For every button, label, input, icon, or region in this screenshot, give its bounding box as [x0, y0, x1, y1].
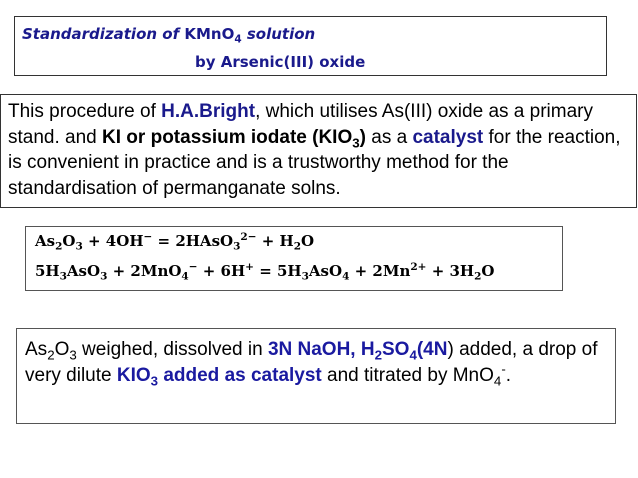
- reagent-text: 3N NaOH, H: [267, 339, 375, 360]
- catalyst-sub: 3: [352, 135, 360, 151]
- description-box: [16, 328, 616, 424]
- title-formula: KMnO: [184, 25, 235, 43]
- catalyst-name: KI or potassium iodate (KIO: [102, 126, 353, 148]
- title-text-a: Standardization of: [22, 25, 185, 43]
- title-formula-sub: 4: [234, 33, 242, 46]
- para-text-4: for the reaction, is convenient in practice and is a trustworthy method for the standardisation of permanganate solns.: [8, 126, 621, 199]
- title-line-1: [22, 25, 316, 46]
- equation-2: $5H_3AsO_3 + 2MnO_4^- + 6H^+ = 5H_3AsO_4 + 2Mn^{2+} + 3H_2O$: [35, 261, 495, 283]
- description-paragraph: $As_2O_3$ weighed, dissolved in 3N NaOH, $H_2SO_4(4N)$ added, a drop of very dilute $KIO_3$ added as catalyst and titrated by MnO$_4$-.: [25, 339, 598, 389]
- title-box: [14, 16, 607, 76]
- procedure-paragraph: [8, 99, 636, 201]
- title-line-2: by Arsenic(III) oxide: [195, 53, 366, 71]
- catalyst-close: ): [359, 126, 366, 148]
- title-text-c: solution: [241, 25, 316, 43]
- procedure-paragraph-box: [0, 94, 637, 208]
- para-text-3: as a: [365, 126, 413, 148]
- author-name: H.A.Bright: [161, 101, 256, 122]
- catalyst-word: catalyst: [412, 126, 484, 148]
- para-text-2: , which utilises As(III) oxide as a primary stand. and: [8, 101, 593, 148]
- para-text-1: This procedure of: [8, 101, 162, 122]
- equation-1: $As_2O_3 + 4OH^-$ = 2HAsO$_3^{2-}$ + $H_2O$: [35, 231, 315, 253]
- equations-box: [25, 226, 563, 291]
- kio3-text: KIO: [116, 365, 151, 386]
